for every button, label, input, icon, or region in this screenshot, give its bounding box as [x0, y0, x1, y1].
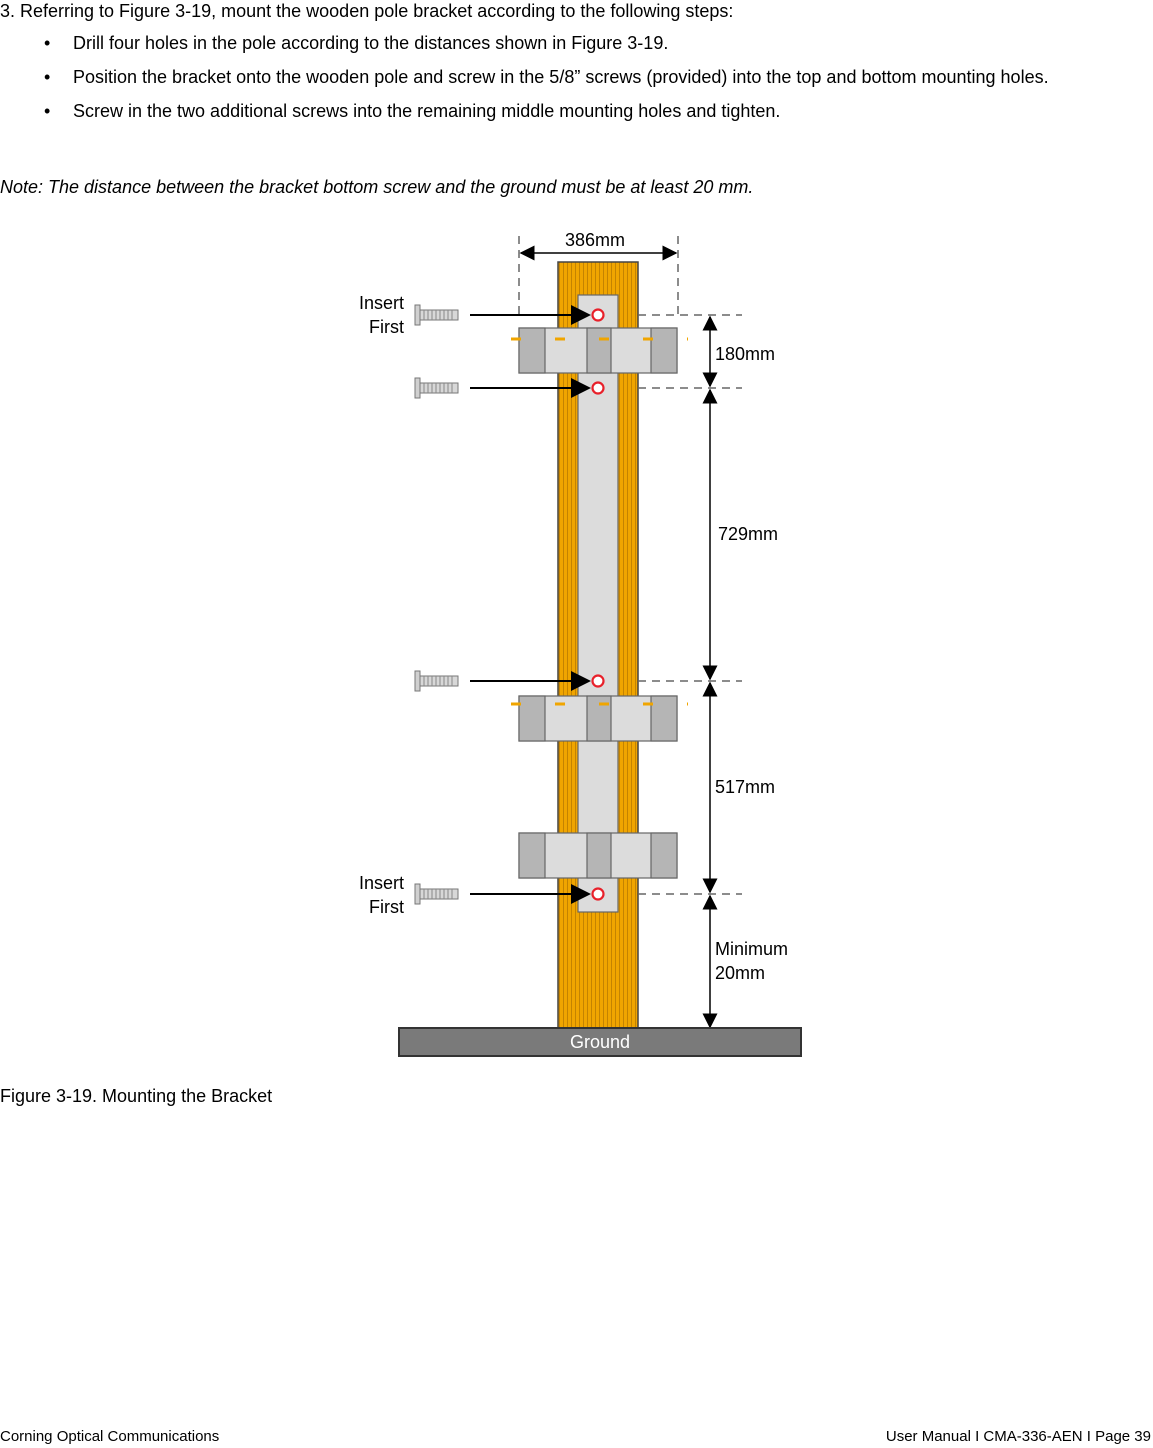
- step-3-text: 3. Referring to Figure 3-19, mount the wooden pole bracket according to the following steps:: [0, 1, 734, 21]
- screw-icon: [415, 671, 458, 691]
- dimension-517-label: 517mm: [715, 777, 776, 797]
- insert-first-label-top: First: [369, 317, 404, 337]
- bullet-icon: •: [44, 33, 51, 53]
- dimension-180-label: 180mm: [715, 344, 776, 364]
- bracket-clamp-middle: [519, 696, 677, 741]
- mounting-hole: [593, 383, 604, 394]
- screw-icon: [415, 378, 458, 398]
- footer-company: Corning Optical Communications: [0, 1428, 220, 1445]
- insert-first-label-bottom: Insert: [358, 873, 404, 893]
- insert-first-label-top: Insert: [358, 293, 404, 313]
- note-text: Note: The distance between the bracket bottom screw and the ground must be at least 20 mm.: [0, 177, 754, 197]
- width-label: 386mm: [565, 230, 626, 250]
- insert-first-label-bottom: First: [369, 897, 404, 917]
- mounting-hole: [593, 889, 604, 900]
- dimension-minimum-label: Minimum: [715, 939, 789, 959]
- screw-icon: [415, 884, 458, 904]
- list-item: • Drill four holes in the pole according to the distances shown in Figure 3-19.: [0, 30, 1153, 56]
- screw-icon: [415, 305, 458, 325]
- bracket-clamp-bottom: [519, 833, 677, 878]
- bullet-icon: •: [44, 67, 51, 87]
- figure-caption: Figure 3-19. Mounting the Bracket: [0, 1086, 273, 1106]
- mounting-hole: [593, 676, 604, 687]
- list-item: • Position the bracket onto the wooden pole and screw in the 5/8” screws (provided) into the top and bottom mounting holes.: [0, 64, 1153, 90]
- footer-page-info: User Manual I CMA-336-AEN I Page 39: [885, 1428, 1151, 1445]
- mounting-hole: [593, 310, 604, 321]
- ground-label: Ground: [569, 1032, 631, 1052]
- dimension-729-label: 729mm: [718, 524, 779, 544]
- bracket-clamp-top: [519, 328, 677, 373]
- dimension-minimum-label: 20mm: [715, 963, 766, 983]
- bullet-icon: •: [44, 101, 51, 121]
- list-item: • Screw in the two additional screws into the remaining middle mounting holes and tighten.: [0, 98, 1153, 124]
